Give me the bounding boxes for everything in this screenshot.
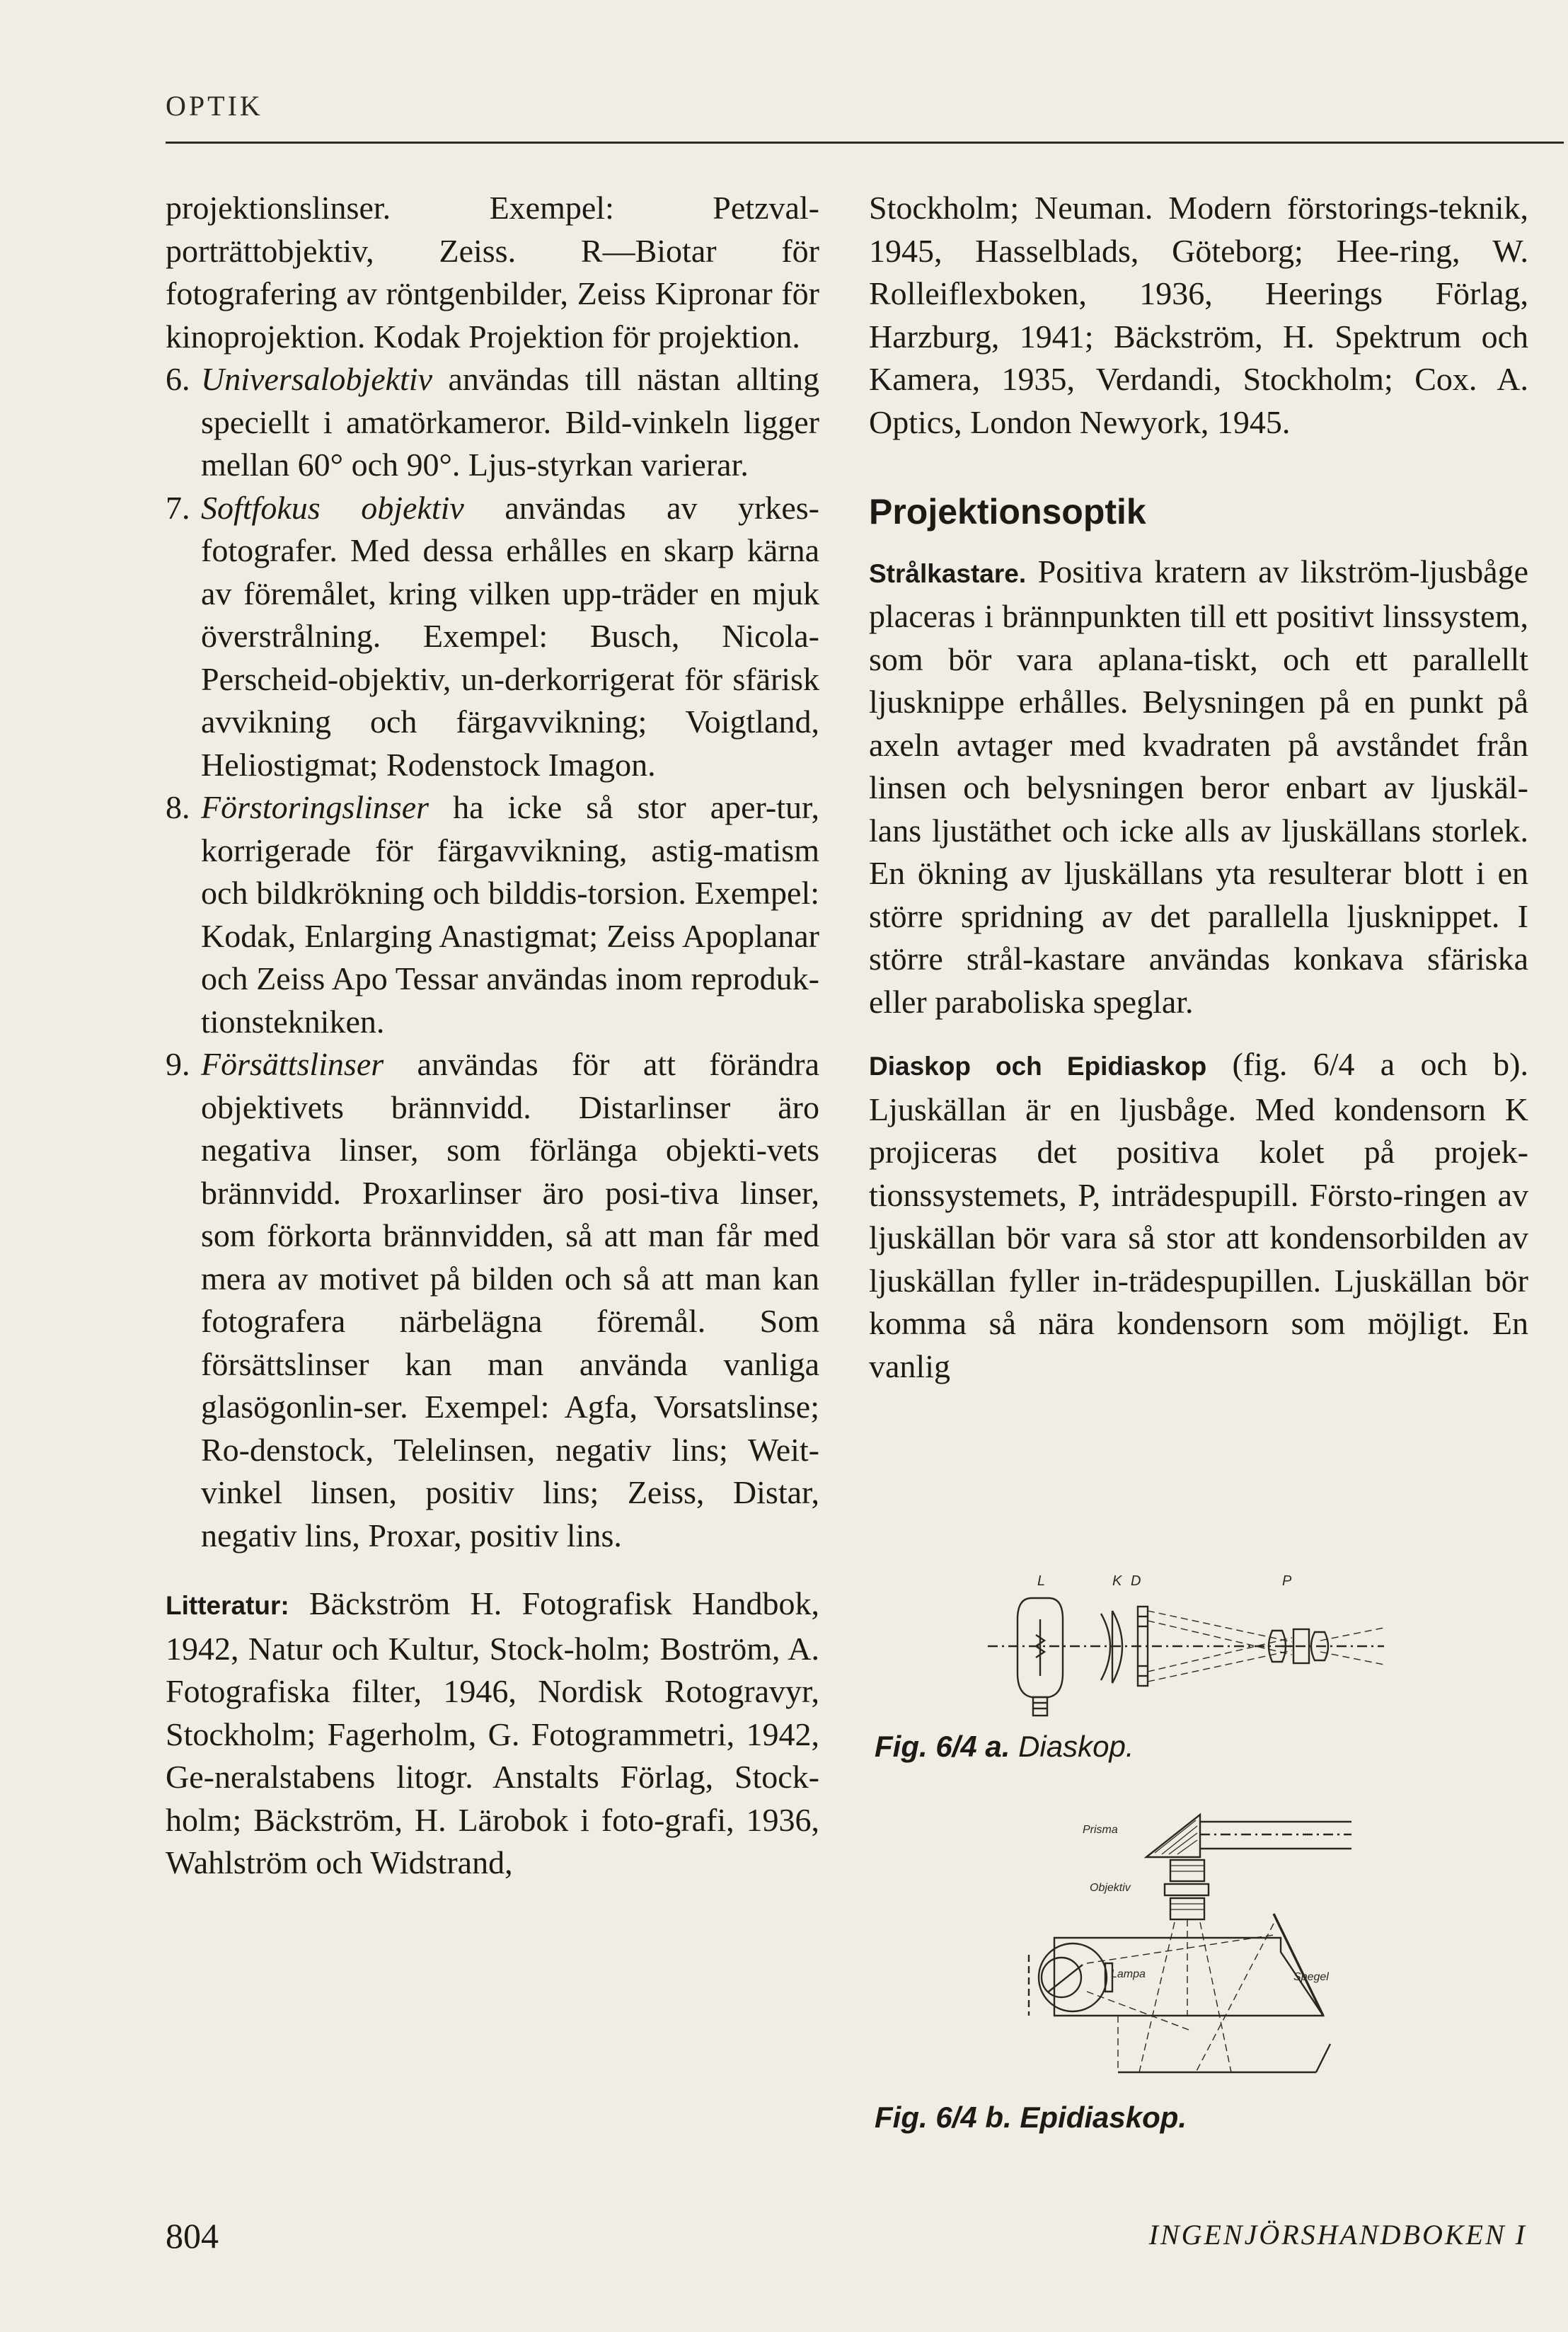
label-objektiv: Objektiv [1090, 1882, 1131, 1894]
caption-epidiaskop [875, 2101, 1187, 2135]
literature-text: Bäckström H. Fotografisk Handbok, 1942, Natur och Kultur, Stock-holm; Boström, A. Fotografiska filter, 1946, Nordisk Rotogravyr, Stockholm; Fagerholm, G. Fotogrammetri, 1942, Ge-neralstabens litogr. Anstalts Förlag, Stock-holm; Bäckström, H. Lärobok i foto-grafi, 1936, Wahlström och Widstrand, [166, 1585, 819, 1880]
label-spegel: Spegel [1293, 1971, 1329, 1983]
label-P: P [1282, 1573, 1292, 1589]
list-term: Universalobjektiv [201, 361, 433, 397]
label-D: D [1131, 1573, 1141, 1589]
caption-diaskop [875, 1730, 1134, 1764]
figure-diaskop [988, 1570, 1384, 1725]
diaskop-diagram [988, 1570, 1384, 1725]
list-item-9 [166, 1043, 819, 1557]
diaskop-paragraph [869, 1043, 1528, 1388]
lamp-bulb-circle [1042, 1958, 1081, 1997]
list-term: Förstoringslinser [201, 789, 430, 825]
paragraph-label: Diaskop och Epidiaskop [869, 1052, 1207, 1081]
objective-ring [1165, 1884, 1209, 1895]
caption-title: Diaskop. [1010, 1730, 1134, 1763]
list-term: Softfokus objektiv [201, 489, 464, 526]
lamp-housing-circle [1039, 1943, 1107, 2011]
caption-number: Fig. 6/4 b. [875, 2101, 1012, 2134]
section-heading: Projektionsoptik [869, 492, 1146, 532]
label-L: L [1037, 1573, 1046, 1589]
running-head: OPTIK [166, 90, 263, 122]
list-number: 7. [166, 489, 190, 526]
paragraph-text: (fig. 6/4 a och b). Ljuskällan är en ljusbåge. Med kondensorn K projiceras det positiva kolet på projek-tionssystemets, P, inträdespupill. Försto-ringen av ljuskällan bör vara så stor att kondensorbilden av ljuskällan fyller in-trädespupillen. Ljuskällan bör komma så nära kondensorn som möjligt. En vanlig [869, 1046, 1528, 1384]
list-number: 8. [166, 789, 190, 825]
literature-continued: Stockholm; Neuman. Modern förstorings-teknik, 1945, Hasselblads, Göteborg; Hee-ring, W. Rolleiflexboken, 1936, Heerings Förlag, Harzburg, 1941; Bäckström, H. Spektrum och Kamera, 1935, Verdandi, Stockholm; Cox. A. Optics, London Newyork, 1945. [869, 190, 1528, 440]
stralkastare-paragraph [869, 551, 1528, 1024]
header-rule [166, 142, 1564, 144]
list-term: Försättslinser [201, 1046, 384, 1082]
caption-number: Fig. 6/4 a. [875, 1730, 1010, 1763]
intro-paragraph: projektionslinser. Exempel: Petzval-porträttobjektiv, Zeiss. R—Biotar för fotografering av röntgenbilder, Zeiss Kipronar för kinoprojektion. Kodak Projektion för projektion. [166, 190, 819, 355]
lamp-socket-shape [1033, 1697, 1047, 1716]
page-number: 804 [166, 2216, 219, 2256]
book-title: INGENJÖRSHANDBOKEN I [1148, 2219, 1527, 2251]
paragraph-label: Strålkastare. [869, 558, 1027, 588]
label-lampa: Lampa [1111, 1968, 1146, 1980]
list-number: 9. [166, 1046, 190, 1082]
list-body [201, 786, 819, 1043]
objective-barrel-2 [1170, 1898, 1204, 1919]
literature-paragraph [166, 1583, 819, 1885]
label-K: K [1112, 1573, 1122, 1589]
right-column [869, 187, 1528, 1388]
list-number: 6. [166, 361, 190, 397]
epidiaskop-diagram [1019, 1803, 1359, 2086]
list-text: användas för att förändra objektivets brännvidd. Distarlinser äro negativa linser, som förlänga objekti-vets brännvidd. Proxarlinser äro posi-tiva linser, som förkorta brännvidden, så att man får med mera av motivet på bilden och så att man kan fotografera närbelägna föremål. Som försättslinser kan man använda vanliga glasögonlin-ser. Exempel: Agfa, Vorsatslinse; Ro-denstock, Telelinsen, negativ lins; Weit-vinkel linsen, positiv lins; Zeiss, Distar, negativ lins, Proxar, positiv lins. [201, 1046, 819, 1553]
list-item-6 [166, 358, 819, 487]
figure-epidiaskop [1019, 1803, 1359, 2086]
list-body [201, 358, 819, 487]
caption-title: Epidiaskop. [1011, 2101, 1187, 2134]
mirror-line [1274, 1914, 1323, 2016]
objective-barrel-1 [1170, 1860, 1204, 1881]
paragraph-text: Positiva kratern av likström-ljusbåge placeras i brännpunkten till ett positivt linssystem, som bör vara aplana-tiskt, och ett parallellt ljusknippe erhålles. Belysningen på en punkt på axeln avtager med kvadraten på avståndet från linsen och belysningen beror enbart av ljuskäl-lans ljustäthet och icke alls av ljuskällans storlek. En ökning av ljuskällans yta resulterar blott i en större spridning av det parallella ljusknippet. I större strål-kastare användas konkava sfäriska eller paraboliska speglar. [869, 553, 1528, 1020]
list-text: användas till nästan allting speciellt i amatörkameror. Bild-vinkeln ligger mellan 60° och 90°. Ljus-styrkan varierar. [201, 361, 819, 483]
list-item-7 [166, 487, 819, 787]
list-body [201, 487, 819, 787]
list-text: ha icke så stor aper-tur, korrigerade för färgavvikning, astig-matism och bildkrökning och bilddis-torsion. Exempel: Kodak, Enlarging Anastigmat; Zeiss Apoplanar och Zeiss Apo Tessar användas inom reproduk-tionstekniken. [201, 789, 819, 1040]
literature-label: Litteratur: [166, 1591, 289, 1620]
list-body [201, 1043, 819, 1557]
list-text: användas av yrkes-fotografer. Med dessa erhålles en skarp kärna av föremålet, kring vilken upp-träder en mjuk överstrålning. Exempel: Busch, Nicola-Perscheid-objektiv, un-derkorrigerat för sfärisk avvikning och färgavvikning; Voigtland, Heliostigmat; Rodenstock Imagon. [201, 489, 819, 783]
label-prisma: Prisma [1083, 1824, 1118, 1836]
left-column [166, 187, 819, 1885]
list-item-8 [166, 786, 819, 1043]
